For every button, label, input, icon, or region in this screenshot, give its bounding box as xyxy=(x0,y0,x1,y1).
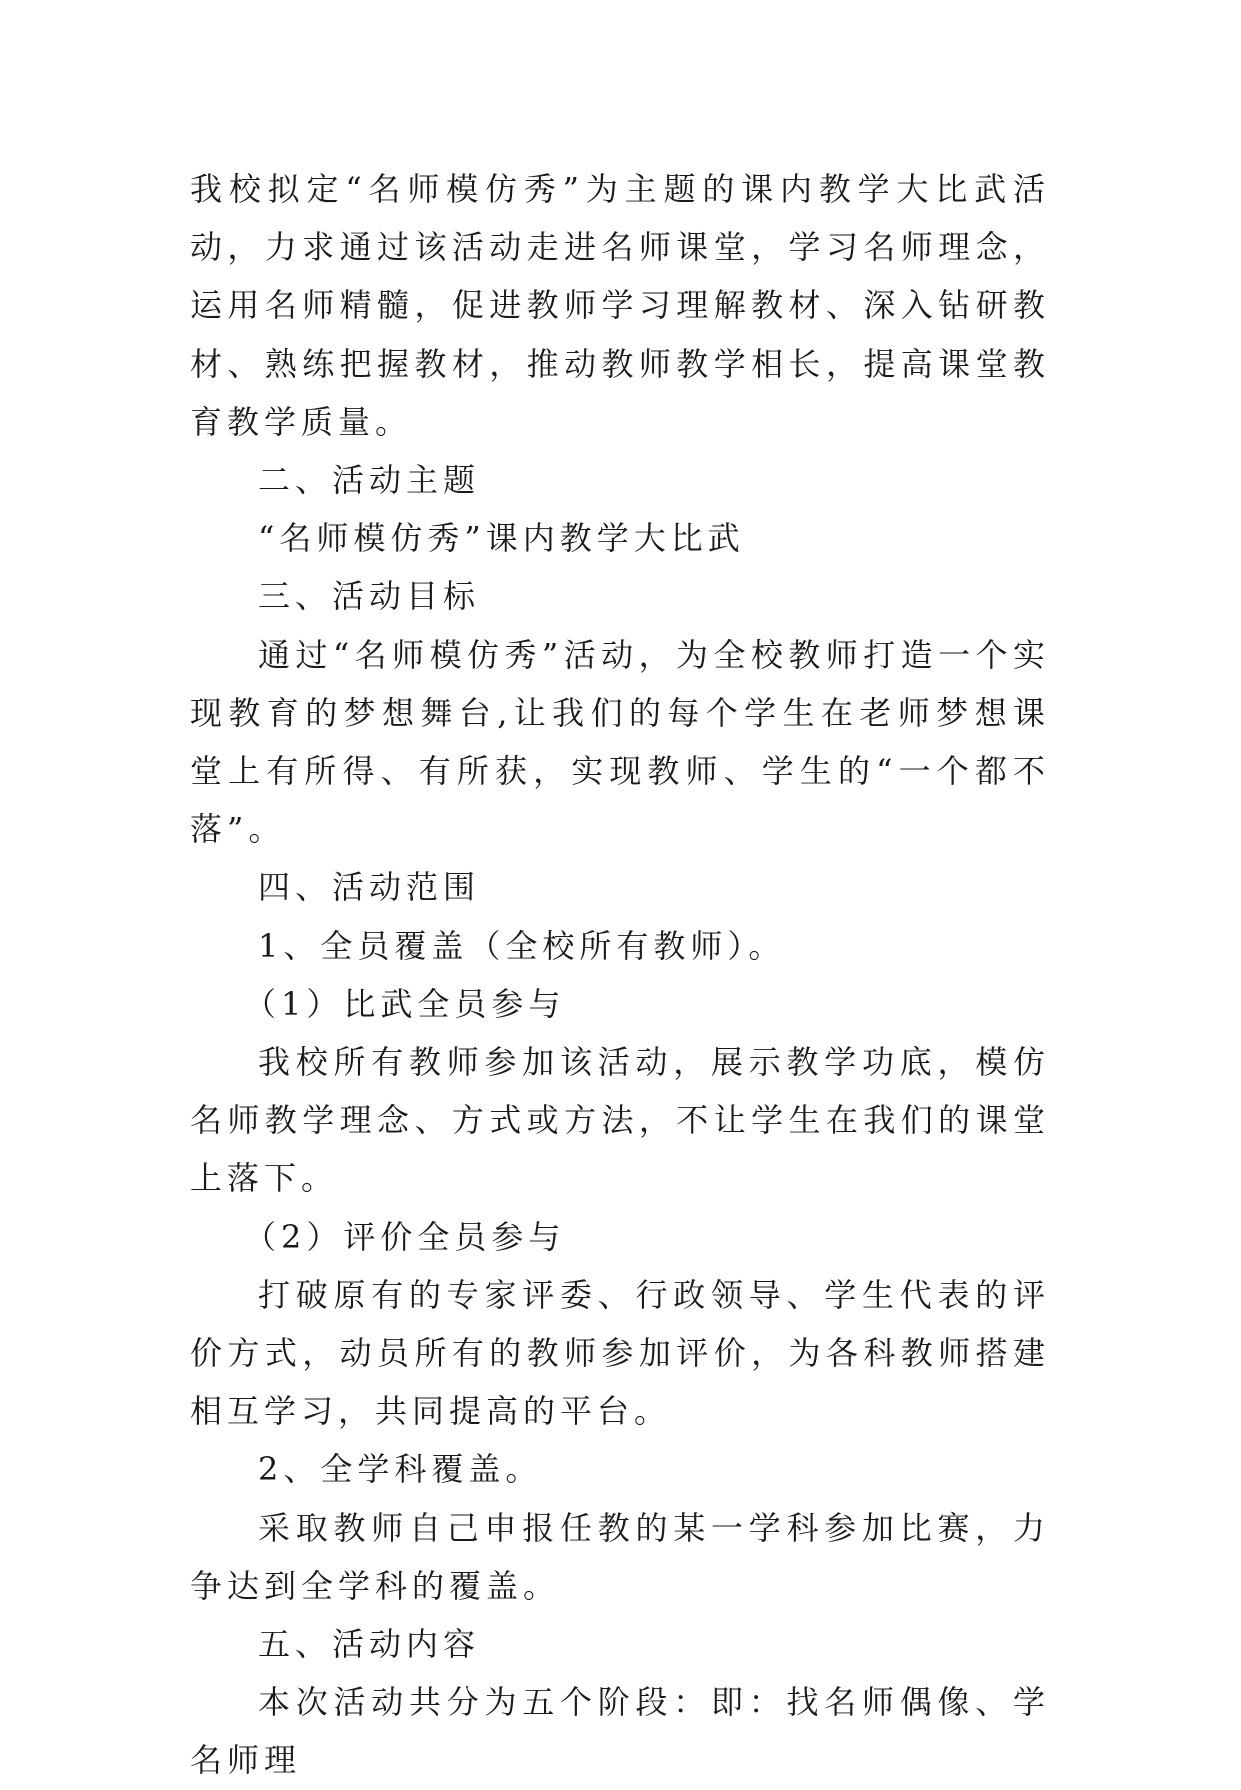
heading-activity-content: 五、活动内容 xyxy=(258,1625,481,1664)
paragraph-theme: “名师模仿秀”课内教学大比武 xyxy=(258,519,745,558)
paragraph-intro: 我校拟定“名师模仿秀”为主题的课内教学大比武活动，力求通过该活动走进名师课堂，学习名师理念，运用名师精髓，促进教师学习理解教材、深入钻研教材、熟练把握教材，推动教师教学相长，提高课堂教育教学质量。 xyxy=(190,170,1050,441)
item-full-staff-coverage: 1、全员覆盖（全校所有教师）。 xyxy=(258,926,786,965)
item-full-subject-coverage: 2、全学科覆盖。 xyxy=(258,1450,543,1489)
paragraph-goal: 通过“名师模仿秀”活动，为全校教师打造一个实现教育的梦想舞台,让我们的每个学生在老师梦想课堂上有所得、有所获，实现教师、学生的“一个都不落”。 xyxy=(190,635,1050,849)
paragraph-competition-participation: 我校所有教师参加该活动，展示教学功底，模仿名师教学理念、方式或方法，不让学生在我们的课堂上落下。 xyxy=(190,1043,1050,1198)
paragraph-activity-content: 本次活动共分为五个阶段：即：找名师偶像、学名师理 xyxy=(190,1683,1050,1780)
heading-activity-goal: 三、活动目标 xyxy=(258,577,481,616)
subitem-evaluation-participation: （2）评价全员参与 xyxy=(244,1217,566,1256)
document-body xyxy=(190,160,1050,1790)
paragraph-subject-coverage: 采取教师自己申报任教的某一学科参加比赛，力争达到全学科的覆盖。 xyxy=(190,1508,1050,1605)
heading-activity-scope: 四、活动范围 xyxy=(258,868,481,907)
heading-activity-theme: 二、活动主题 xyxy=(258,461,481,500)
paragraph-evaluation-participation: 打破原有的专家评委、行政领导、学生代表的评价方式，动员所有的教师参加评价，为各科教师搭建相互学习，共同提高的平台。 xyxy=(190,1275,1050,1431)
subitem-competition-participation: （1）比武全员参与 xyxy=(244,984,566,1023)
